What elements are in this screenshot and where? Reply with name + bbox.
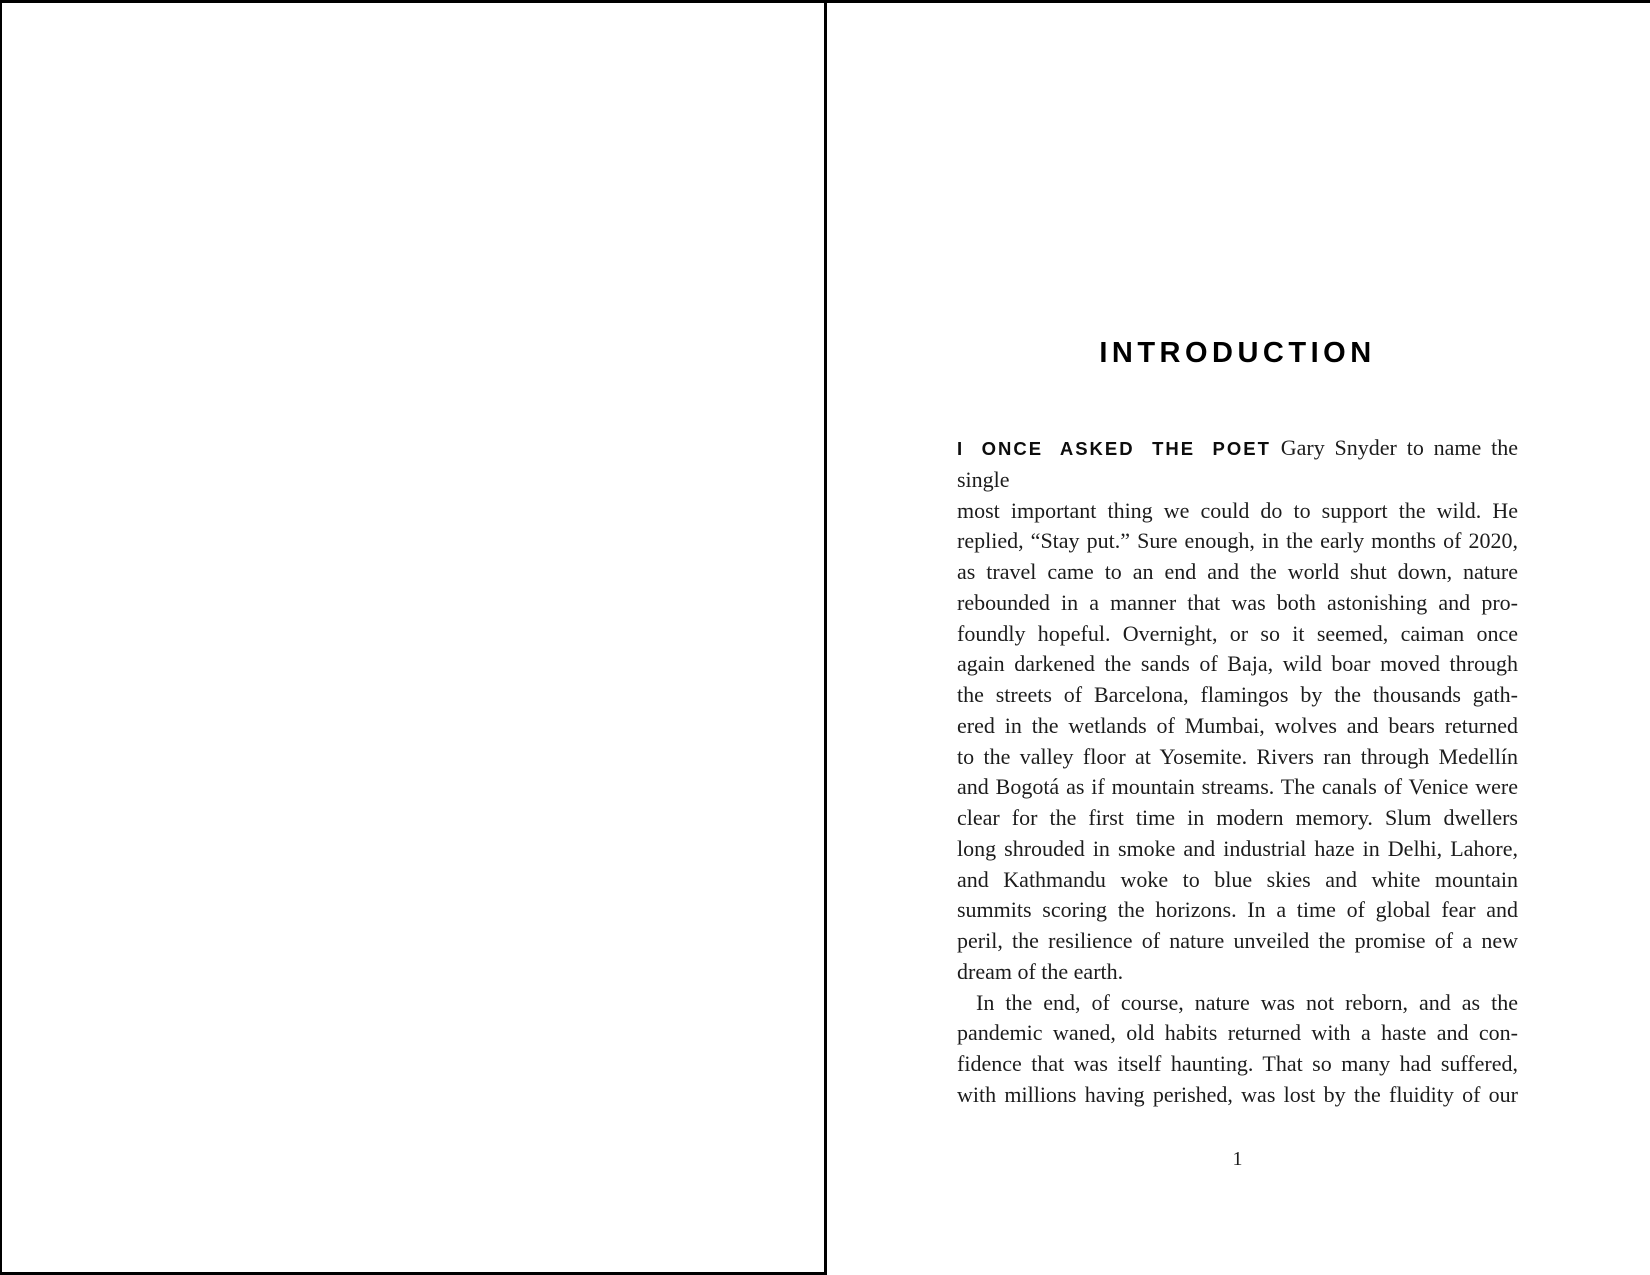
body-line: pandemic waned, old habits returned with a haste and con- [957,1020,1518,1046]
body-line: again darkened the sands of Baja, wild boar moved through [957,651,1518,677]
body-line: and Kathmandu woke to blue skies and white mountain [957,866,1518,892]
body-text [957,433,1518,1111]
lead-in-small-caps: I ONCE ASKED THE POET [957,438,1271,459]
body-line: foundly hopeful. Overnight, or so it seemed, caiman once [957,620,1518,646]
body-line: the streets of Barcelona, flamingos by the thousands gath- [957,682,1518,707]
chapter-title: INTRODUCTION [1099,337,1376,369]
text-column [957,0,1518,1275]
body-line: most important thing we could do to support the wild. He [957,497,1518,523]
body-line: peril, the resilience of nature unveiled the promise of a new [957,928,1518,953]
body-line: clear for the first time in modern memory. Slum dwellers [957,805,1518,830]
body-line: long shrouded in smoke and industrial haze in Delhi, Lahore, [957,835,1518,861]
body-line: summits scoring the horizons. In a time of global fear and [957,897,1518,923]
body-line: with millions having perished, was lost by the fluidity of our [957,1081,1518,1107]
body-line: dream of the earth. [957,958,1124,984]
left-page-blank [0,0,824,1275]
body-line: I ONCE ASKED THE POET Gary Snyder to name the single [957,435,1519,492]
page-number: 1 [1232,1148,1243,1170]
body-line: replied, “Stay put.” Sure enough, in the early months of 2020, [957,528,1518,554]
body-line: ered in the wetlands of Mumbai, wolves and bears returned [957,712,1518,738]
body-line: rebounded in a manner that was both astonishing and pro- [957,589,1518,615]
body-line: and Bogotá as if mountain streams. The canals of Venice were [957,774,1518,800]
body-line: to the valley floor at Yosemite. Rivers ran through Medellín [957,743,1518,769]
body-line: fidence that was itself haunting. That so many had suffered, [957,1051,1518,1076]
body-line: In the end, of course, nature was not reborn, and as the [976,989,1518,1015]
right-page [827,0,1650,1275]
body-line: as travel came to an end and the world shut down, nature [957,559,1518,584]
